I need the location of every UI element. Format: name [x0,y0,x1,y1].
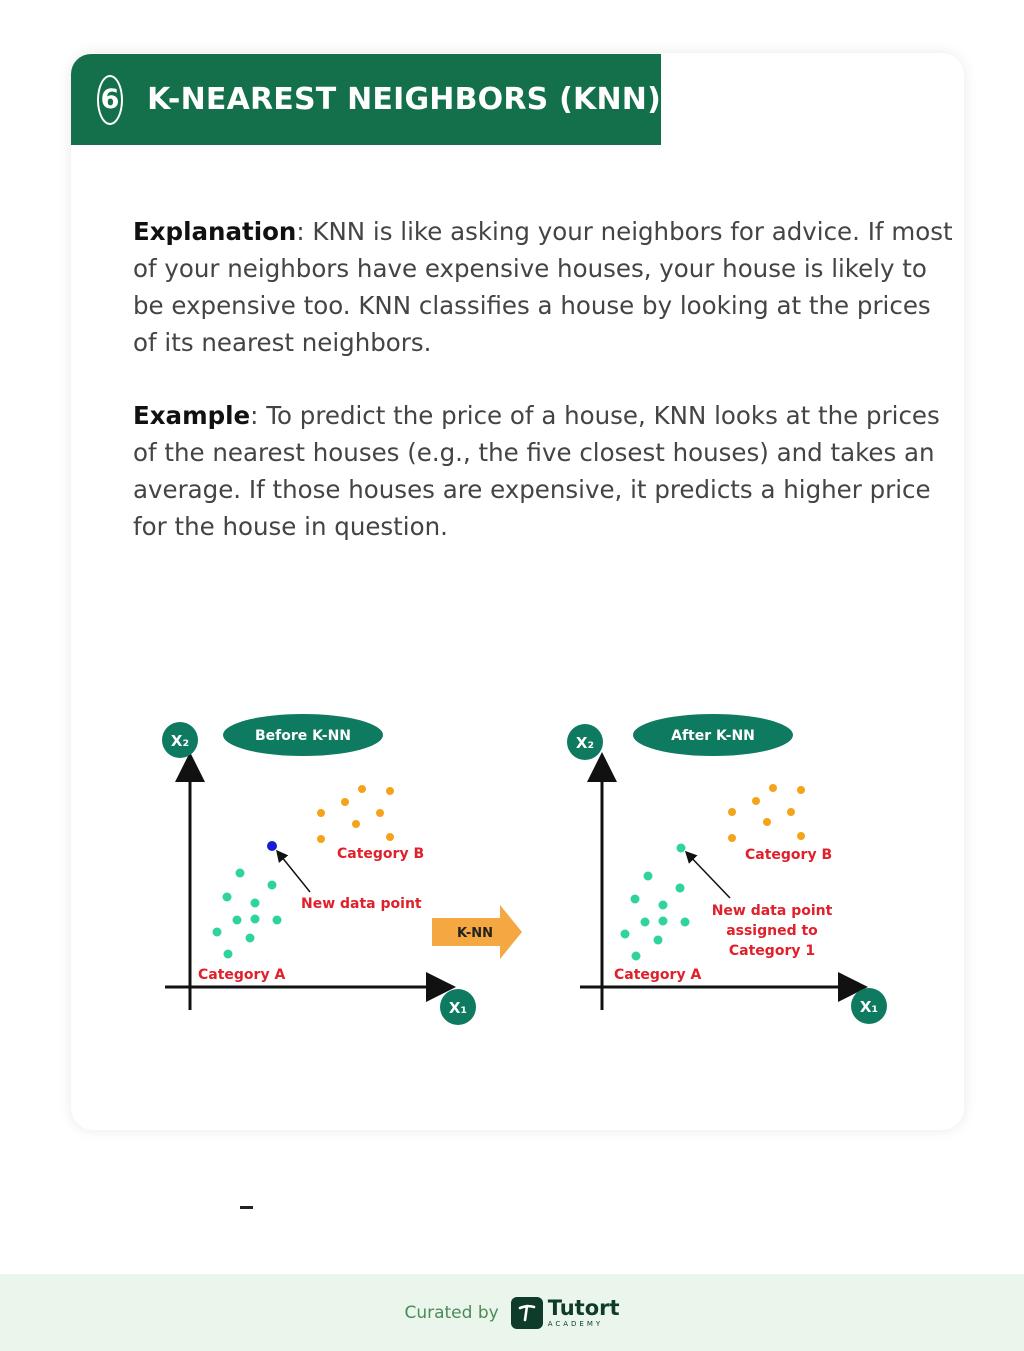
category-b-label: Category B [337,846,425,862]
category-a-label: Category A [614,967,702,983]
tutort-logo [547,1295,620,1328]
brand-name: Tutort [547,1295,620,1320]
stray-dash [240,1206,253,1209]
new-data-point [267,841,277,851]
category-a-point [223,893,232,902]
new-point-label-line1: New data point [711,903,833,919]
category-a-point [251,915,260,924]
category-b-point [317,835,325,843]
new-point-label-line2: assigned to [726,923,818,939]
knn-arrow-label: K-NN [456,926,494,941]
category-b-label: Category B [745,847,833,863]
category-a-points [621,844,690,961]
category-a-point [233,916,242,925]
category-a-point [268,881,277,890]
category-a-point [251,899,260,908]
category-a-point [631,895,640,904]
category-b-point [797,832,805,840]
category-a-point [632,952,641,961]
category-a-point [681,918,690,927]
category-a-point [273,916,282,925]
new-point-label-line3: Category 1 [728,943,816,959]
knn-arrow [432,905,522,959]
category-a-point [236,869,245,878]
category-a-point [659,901,668,910]
category-a-point [654,936,663,945]
category-b-points [317,785,394,843]
category-b-point [797,786,805,794]
explanation-paragraph [133,213,953,361]
example-paragraph [133,397,953,545]
footer [0,1274,1024,1351]
category-a-point [641,918,650,927]
before-panel [162,714,476,1025]
y-axis-label: X₂ [170,732,190,750]
assigned-new-point [677,844,686,853]
category-b-point [358,785,366,793]
category-b-point [317,809,325,817]
category-a-point [659,917,668,926]
category-b-point [752,797,760,805]
after-title: After K-NN [671,728,755,744]
category-a-point [644,872,653,881]
curated-by-text: Curated by [404,1302,499,1323]
brand-sub: ACADEMY [547,1319,604,1328]
category-a-points [213,869,282,959]
category-a-point [246,934,255,943]
y-axis-label: X₂ [575,734,595,752]
section-title: K-NEAREST NEIGHBORS (KNN) [147,82,661,117]
category-a-point [676,884,685,893]
new-point-pointer [277,851,310,892]
category-a-point [621,930,630,939]
category-b-point [728,834,736,842]
category-a-point [224,950,233,959]
new-point-pointer [686,852,730,898]
category-b-point [376,809,384,817]
category-b-point [787,808,795,816]
category-b-points [728,784,805,842]
x-axis-label: X₁ [448,999,468,1017]
example-text: : To predict the price of a house, KNN looks at the prices of the nearest houses (e.g., the five closest houses) and takes an average. If those houses are expensive, it predicts a higher price for the house in question. [133,401,940,541]
category-b-point [763,818,771,826]
example-label: Example [133,401,251,430]
knn-diagram [150,700,910,1040]
category-b-point [341,798,349,806]
section-number: 6 [97,75,123,125]
before-title: Before K-NN [254,728,352,744]
category-b-point [769,784,777,792]
category-a-label: Category A [198,967,286,983]
section-header [71,54,661,145]
category-b-point [728,808,736,816]
category-b-point [386,787,394,795]
tutort-logo-icon [511,1297,543,1329]
category-b-point [352,820,360,828]
category-b-point [386,833,394,841]
explanation-label: Explanation [133,217,297,246]
new-point-label: New data point [301,896,422,912]
category-a-point [213,928,222,937]
x-axis-label: X₁ [859,998,879,1016]
explanation-text: : KNN is like asking your neighbors for advice. If most of your neighbors have expensive houses, your house is likely to be expensive too. KNN classifies a house by looking at the prices of its nearest neighbors. [133,217,953,357]
after-panel [567,714,887,1024]
